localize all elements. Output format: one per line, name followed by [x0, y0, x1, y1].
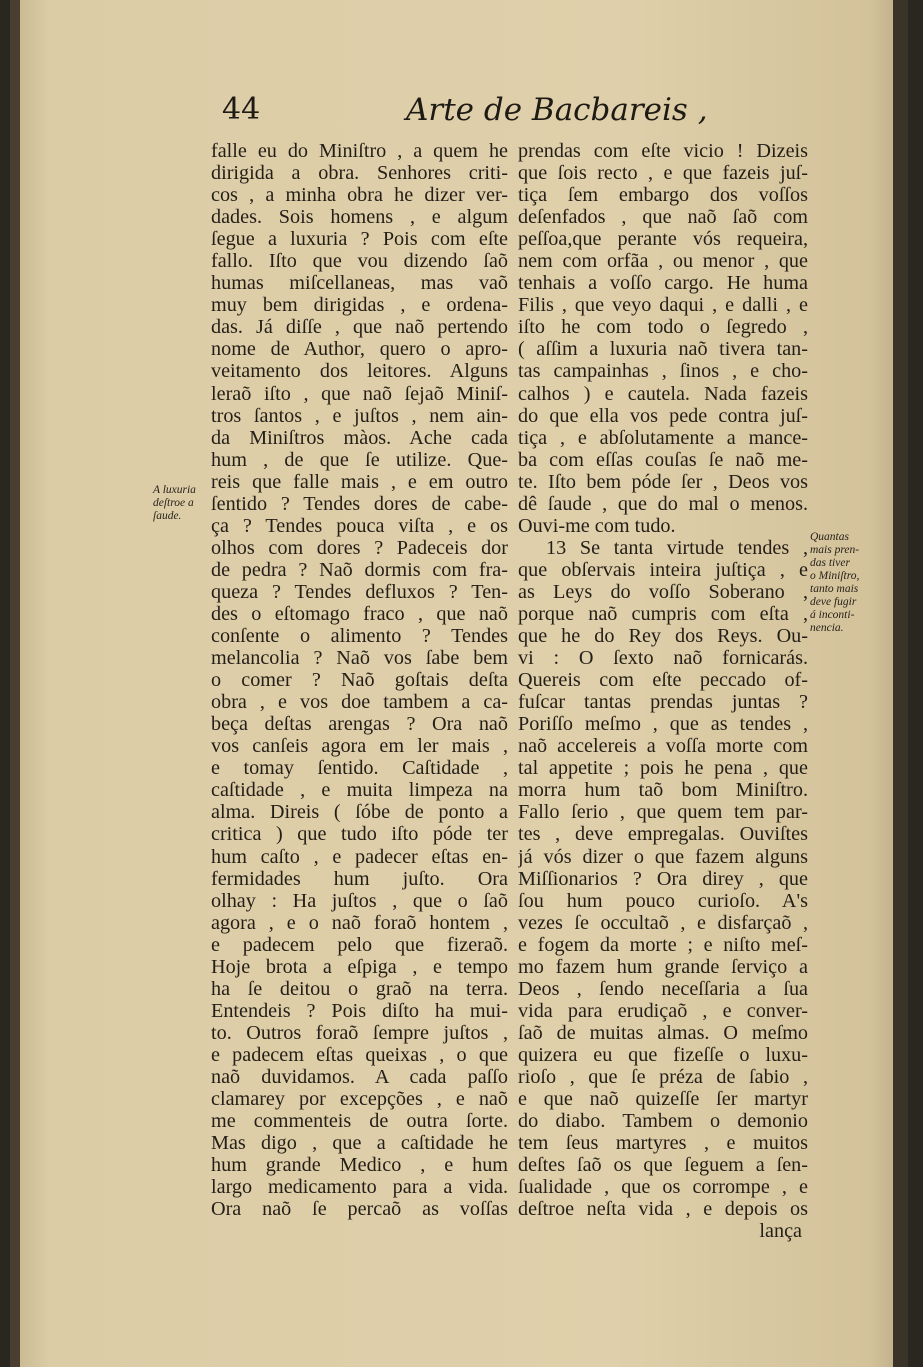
- text-line: tenhais a voſſo cargo. He huma: [518, 272, 808, 295]
- text-line: queza ? Tendes defluxos ? Ten-: [211, 580, 508, 603]
- text-line: e padecem eſtas queixas , o que: [211, 1043, 508, 1066]
- text-line: Deos , ſendo neceſſaria a ſua: [518, 977, 808, 1000]
- margin-note-line: deve fugir: [810, 596, 857, 608]
- text-line: calhos ) e cautela. Nada fazeis: [518, 382, 808, 405]
- text-line: Filis , que veyo daqui , e dalli , e: [518, 294, 808, 317]
- text-line: Ora naõ ſe percaõ as voſſas: [211, 1198, 508, 1221]
- page-number: 44: [222, 92, 261, 127]
- text-line: morra hum taõ bom Miniſtro.: [518, 779, 808, 802]
- text-line: deſtroe neſta vida , e depois os: [518, 1198, 808, 1221]
- running-title: Arte de Bacbareis ,: [406, 92, 708, 128]
- text-line: já vós dizer o que fazem alguns: [518, 845, 808, 868]
- text-line: ſaõ de muitas almas. O meſmo: [518, 1021, 808, 1044]
- text-line: do que ella vos pede contra juſ-: [518, 404, 808, 427]
- text-line: mo fazem hum grande ſerviço a: [518, 955, 808, 978]
- text-line: e fogem da morte ; e niſto meſ-: [518, 933, 808, 956]
- text-line: Quereis com eſte peccado of-: [518, 669, 808, 692]
- text-line: clamarey por excepções , e naõ: [211, 1088, 508, 1111]
- text-line: tros ſantos , e juſtos , nem ain-: [211, 404, 508, 427]
- catchword: lança: [759, 1220, 802, 1243]
- text-line: peſſoa,que perante vós requeira,: [518, 228, 808, 251]
- text-line: alma. Direis ( ſóbe de ponto a: [211, 801, 508, 824]
- text-line: deſtes ſaõ os que ſeguem a ſen-: [518, 1154, 808, 1177]
- text-line: cos , a minha obra he dizer ver-: [211, 184, 508, 207]
- text-line: e tomay ſentido. Caſtidade ,: [211, 757, 508, 780]
- text-line: ba com eſſas couſas ſe naõ me-: [518, 448, 808, 471]
- text-line: largo medicamento para a vida.: [211, 1176, 508, 1199]
- page-edge: [893, 0, 908, 1367]
- text-line: humas miſcellaneas, mas vaõ: [211, 272, 508, 295]
- margin-note-line: deſtroe a: [153, 497, 194, 509]
- text-line: agora , e o naõ foraõ hontem ,: [211, 911, 508, 934]
- text-line: olhay : Ha juſtos , que o ſaõ: [211, 889, 508, 912]
- text-line: hum , de que ſe utilize. Que-: [211, 448, 508, 471]
- margin-note-line: nencia.: [810, 622, 844, 634]
- text-line: tas campainhas , ſinos , e cho-: [518, 360, 808, 383]
- text-line: que ſois recto , e que fazeis juſ-: [518, 162, 808, 185]
- text-line: vi : O ſexto naõ fornicarás.: [518, 647, 808, 670]
- text-line: veitamento dos leitores. Alguns: [211, 360, 508, 383]
- text-line: ſegue a luxuria ? Pois com eſte: [211, 228, 508, 251]
- text-line: ( aſſim a luxuria naõ tivera tan-: [518, 338, 808, 361]
- text-line: nome de Author, quero o apro-: [211, 338, 508, 361]
- text-line: leraõ iſto , que naõ ſejaõ Miniſ-: [211, 382, 508, 405]
- text-line: ha ſe deitou o graõ na terra.: [211, 977, 508, 1000]
- left-column: [211, 140, 508, 1220]
- margin-note-line: á inconti-: [810, 609, 855, 621]
- text-line: vos canſeis agora em ler mais ,: [211, 735, 508, 758]
- text-line: Fallo ſerio , que quem tem par-: [518, 801, 808, 824]
- text-line: Miſſionarios ? Ora direy , que: [518, 867, 808, 890]
- page-header: [210, 92, 810, 136]
- text-line: tem ſeus martyres , e muitos: [518, 1132, 808, 1155]
- text-line: quizera eu que fizeſſe o luxu-: [518, 1043, 808, 1066]
- margin-note-right: [810, 531, 890, 635]
- text-line: beça deſtas arengas ? Ora naõ: [211, 713, 508, 736]
- text-line: dê ſaude , que do mal o menos.: [518, 492, 808, 515]
- text-line: to. Outros foraõ ſempre juſtos ,: [211, 1021, 508, 1044]
- text-line: obra , e vos doe tambem a ca-: [211, 691, 508, 714]
- text-line: critica ) que tudo iſto póde ter: [211, 823, 508, 846]
- text-line: porque naõ cumpris com eſta ,: [518, 602, 808, 625]
- text-line: que obſervais inteira juſtiça , e: [518, 558, 808, 581]
- margin-note-line: mais pren-: [810, 544, 860, 556]
- text-line: 13 Se tanta virtude tendes ,: [546, 536, 808, 559]
- text-line: ſentido ? Tendes dores de cabe-: [211, 492, 508, 515]
- text-line: iſto he com todo o ſegredo ,: [518, 316, 808, 339]
- text-line: melancolia ? Naõ vos ſabe bem: [211, 647, 508, 670]
- margin-note-line: tanto mais: [810, 583, 859, 595]
- text-line: Entendeis ? Pois diſto ha mui-: [211, 999, 508, 1022]
- margin-note-line: das tiver: [810, 557, 850, 569]
- text-line: muy bem dirigidas , e ordena-: [211, 294, 508, 317]
- text-line: naõ accelereis a voſſa morte com: [518, 735, 808, 758]
- book-page: [10, 0, 908, 1367]
- text-line: te. Iſto bem póde ſer , Deos vos: [518, 470, 808, 493]
- text-line: ſualidade , que os corrompe , e: [518, 1176, 808, 1199]
- text-line: e que naõ quizeſſe ſer martyr: [518, 1088, 808, 1111]
- text-line: caſtidade , e muita limpeza na: [211, 779, 508, 802]
- text-line: conſente o alimento ? Tendes: [211, 625, 508, 648]
- text-line: prendas com eſte vicio ! Dizeis: [518, 140, 808, 162]
- text-line: nem com orfãa , ou menor , que: [518, 250, 808, 273]
- right-column: [518, 140, 808, 1242]
- margin-note-line: A luxuria: [153, 484, 196, 496]
- text-line: fuſcar tantas prendas juntas ?: [518, 691, 808, 714]
- text-line: das. Já diſſe , que naõ pertendo: [211, 316, 508, 339]
- text-line: falle eu do Miniſtro , a quem he: [211, 140, 508, 162]
- text-line: ſou hum pouco curioſo. A's: [518, 889, 808, 912]
- text-line: hum caſto , e padecer eſtas en-: [211, 845, 508, 868]
- text-line: olhos com dores ? Padeceis dor: [211, 536, 508, 559]
- margin-note-left: [153, 484, 211, 523]
- text-line: tiça ſem embargo dos voſſos: [518, 184, 808, 207]
- text-line: de pedra ? Naõ dormis com fra-: [211, 558, 508, 581]
- text-line: hum grande Medico , e hum: [211, 1154, 508, 1177]
- text-line: o comer ? Naõ goſtais deſta: [211, 669, 508, 692]
- text-line: Poriſſo meſmo , que as tendes ,: [518, 713, 808, 736]
- text-line: tes , deve empregalas. Ouviſtes: [518, 823, 808, 846]
- book-binding: [10, 0, 20, 1367]
- text-line: Ouvi-me com tudo.: [518, 514, 676, 537]
- text-line: deſenfados , que naõ ſaõ com: [518, 206, 808, 229]
- text-line: da Miniſtros màos. Ache cada: [211, 426, 508, 449]
- text-line: dirigida a obra. Senhores criti-: [211, 162, 508, 185]
- margin-note-line: ſaude.: [153, 510, 182, 522]
- text-line: fermidades hum juſto. Ora: [211, 867, 508, 890]
- text-line: ça ? Tendes pouca viſta , e os: [211, 514, 508, 537]
- text-line: vida para erudiçaõ , e conver-: [518, 999, 808, 1022]
- margin-note-line: o Miniſtro,: [810, 570, 860, 582]
- text-line: des o eſtomago fraco , que naõ: [211, 602, 508, 625]
- text-line: que he do Rey dos Reys. Ou-: [518, 625, 808, 648]
- text-line: dades. Sois homens , e algum: [211, 206, 508, 229]
- text-line: as Leys do voſſo Soberano ,: [518, 580, 808, 603]
- text-line: do diabo. Tambem o demonio: [518, 1110, 808, 1133]
- text-line: vezes ſe occultaõ , e disfarçaõ ,: [518, 911, 808, 934]
- text-line: reis que falle mais , e em outro: [211, 470, 508, 493]
- text-line: me commenteis de outra ſorte.: [211, 1110, 508, 1133]
- text-line: tiça , e abſolutamente a mance-: [518, 426, 808, 449]
- text-line: Hoje brota a eſpiga , e tempo: [211, 955, 508, 978]
- text-line: fallo. Iſto que vou dizendo ſaõ: [211, 250, 508, 273]
- margin-note-line: Quantas: [810, 531, 849, 543]
- text-line: rioſo , que ſe préza de ſabio ,: [518, 1065, 808, 1088]
- text-line: e padecem pelo que fizeraõ.: [211, 933, 508, 956]
- text-line: naõ duvidamos. A cada paſſo: [211, 1065, 508, 1088]
- text-line: Mas digo , que a caſtidade he: [211, 1132, 508, 1155]
- text-line: tal appetite ; pois he pena , que: [518, 757, 808, 780]
